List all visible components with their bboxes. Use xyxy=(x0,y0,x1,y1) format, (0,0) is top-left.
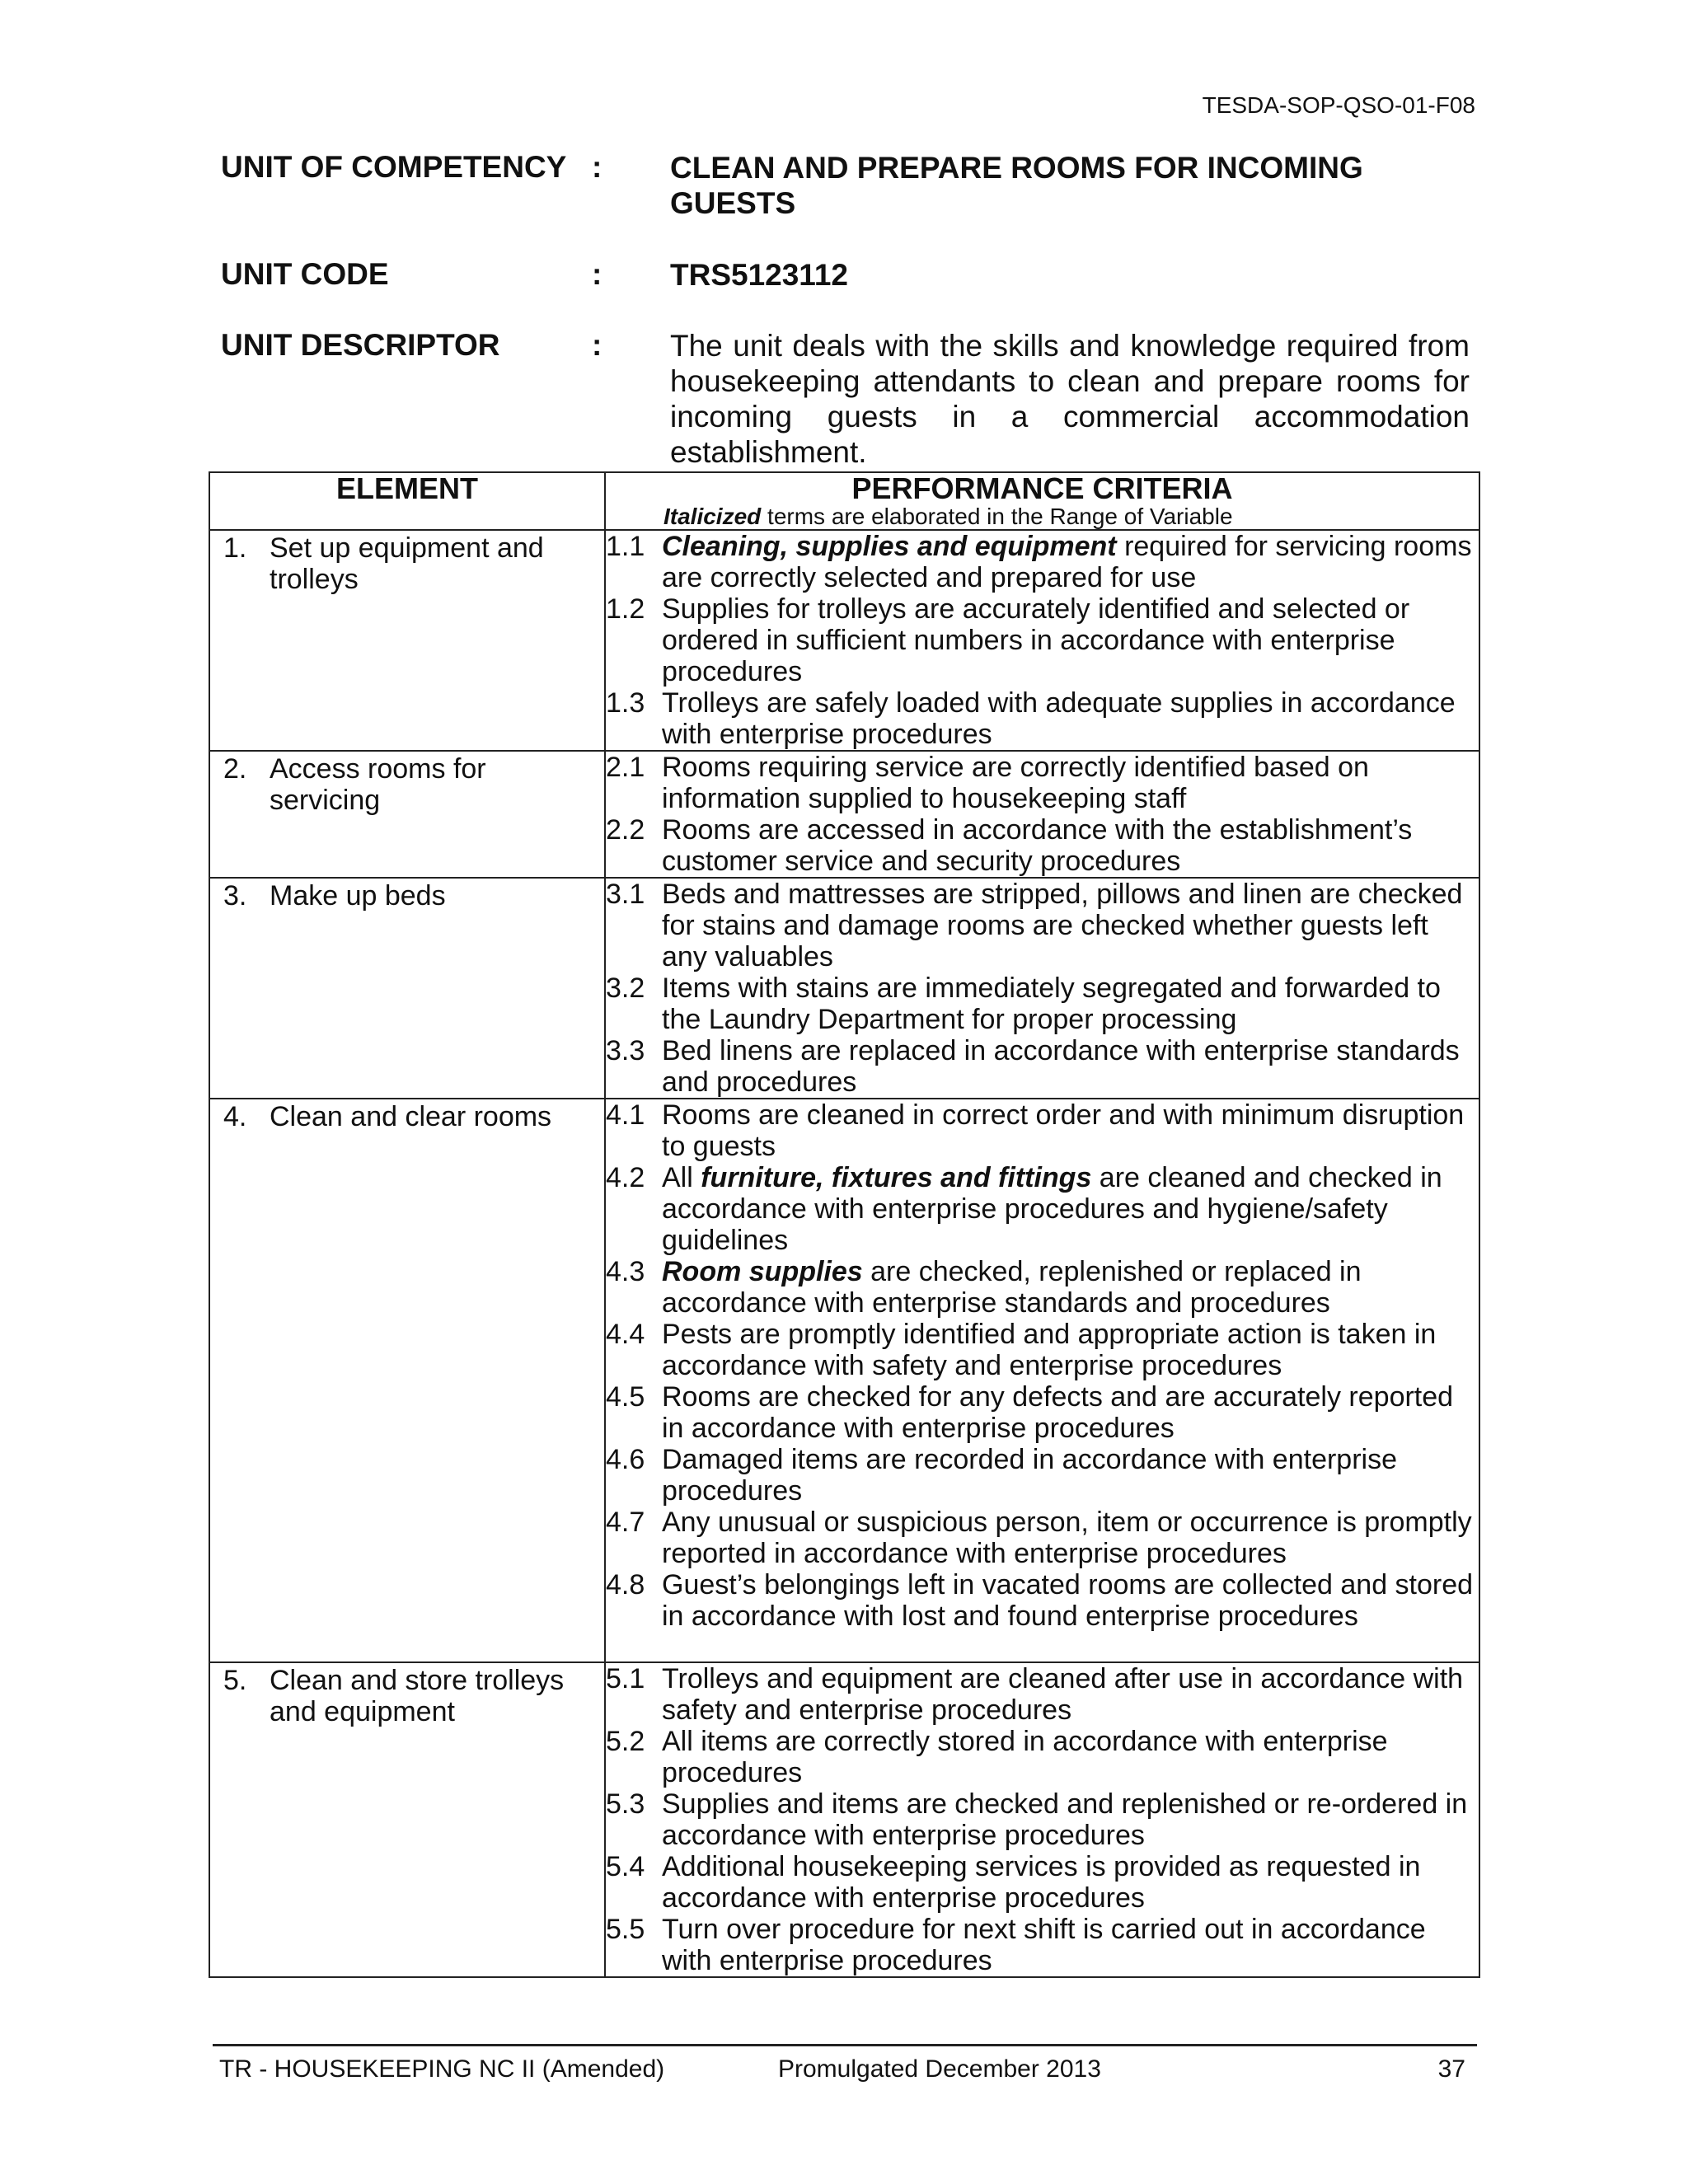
element-cell xyxy=(209,530,605,751)
criterion-text xyxy=(662,1788,1479,1851)
table-row xyxy=(209,1662,1479,1977)
criteria-cell xyxy=(605,878,1479,1099)
element-number: 2. xyxy=(223,753,247,785)
criterion-body: are cleaned and checked in accordance with enterprise procedures and hygiene/safety guidelines xyxy=(662,1162,1442,1256)
criterion-item xyxy=(606,1099,1479,1162)
footer-divider xyxy=(213,2044,1477,2046)
criterion-item xyxy=(606,1381,1479,1444)
document-code: TESDA-SOP-QSO-01-F08 xyxy=(1202,92,1475,118)
criterion-item xyxy=(606,1851,1479,1914)
colon: : xyxy=(592,150,603,184)
criterion-body: Rooms are accessed in accordance with the establishment’s customer service and security procedures xyxy=(662,814,1413,877)
criterion-number: 2.1 xyxy=(606,752,645,783)
criterion-body: Any unusual or suspicious person, item or occurrence is promptly reported in accordance with enterprise procedures xyxy=(662,1507,1472,1569)
criterion-item xyxy=(606,1256,1479,1319)
criterion-text xyxy=(662,752,1479,814)
criterion-body: Items with stains are immediately segregated and forwarded to the Laundry Department for proper processing xyxy=(662,972,1441,1035)
element-number: 5. xyxy=(223,1665,247,1696)
element-title: Access rooms for servicing xyxy=(270,753,486,816)
criteria-subtitle-rest: terms are elaborated in the Range of Variable xyxy=(761,504,1233,529)
criterion-body: Supplies for trolleys are accurately identified and selected or ordered in sufficient numbers in accordance with enterprise procedures xyxy=(662,593,1410,687)
criterion-number: 5.3 xyxy=(606,1788,645,1820)
italicized-word: Italicized xyxy=(663,504,762,529)
criterion-body: Pests are promptly identified and appropriate action is taken in accordance with safety and enterprise procedures xyxy=(662,1319,1437,1381)
criterion-text xyxy=(662,1663,1479,1726)
criterion-text xyxy=(662,1099,1479,1162)
element-title: Clean and store trolleys and equipment xyxy=(270,1665,565,1727)
criteria-cell xyxy=(605,1099,1479,1662)
criterion-item xyxy=(606,1569,1479,1632)
unit-descriptor-value: The unit deals with the skills and knowledge required from housekeeping attendants to clean and prepare rooms for incoming guests in a commercial accommodation establishment. xyxy=(670,329,1470,469)
criterion-number: 5.2 xyxy=(606,1726,645,1757)
criterion-text xyxy=(662,531,1479,593)
criterion-item xyxy=(606,1444,1479,1507)
criterion-item xyxy=(606,1788,1479,1851)
criterion-item xyxy=(606,687,1479,750)
criterion-number: 5.1 xyxy=(606,1663,645,1694)
page-number: 37 xyxy=(1437,2055,1465,2083)
criterion-text xyxy=(662,1914,1479,1976)
element-item xyxy=(210,531,604,595)
criterion-number: 4.7 xyxy=(606,1507,645,1538)
criterion-number: 3.3 xyxy=(606,1035,645,1066)
criterion-number: 5.5 xyxy=(606,1914,645,1945)
criteria-column-header xyxy=(605,472,1479,530)
colon: : xyxy=(592,328,603,362)
element-cell xyxy=(209,1662,605,1977)
criterion-number: 4.6 xyxy=(606,1444,645,1475)
unit-code-label: UNIT CODE xyxy=(221,257,389,291)
criterion-item xyxy=(606,1035,1479,1098)
criterion-number: 1.3 xyxy=(606,687,645,719)
criterion-item xyxy=(606,752,1479,814)
criterion-number: 2.2 xyxy=(606,814,645,846)
criteria-cell xyxy=(605,751,1479,878)
criterion-number: 1.1 xyxy=(606,531,645,562)
element-cell xyxy=(209,878,605,1099)
criterion-item xyxy=(606,1663,1479,1726)
criterion-number: 4.5 xyxy=(606,1381,645,1413)
criterion-body: All items are correctly stored in accordance with enterprise procedures xyxy=(662,1726,1388,1788)
criterion-number: 5.4 xyxy=(606,1851,645,1882)
element-cell xyxy=(209,1099,605,1662)
element-number: 4. xyxy=(223,1101,247,1132)
criterion-number: 1.2 xyxy=(606,593,645,625)
criterion-text xyxy=(662,1569,1479,1632)
criterion-text xyxy=(662,1726,1479,1788)
criterion-text xyxy=(662,879,1479,972)
criterion-item xyxy=(606,879,1479,972)
criterion-item xyxy=(606,1507,1479,1569)
footer-title: TR - HOUSEKEEPING NC II (Amended) xyxy=(219,2055,665,2083)
element-cell xyxy=(209,751,605,878)
criterion-text xyxy=(662,593,1479,687)
criterion-number: 4.2 xyxy=(606,1162,645,1193)
criteria-subtitle xyxy=(606,504,1479,529)
criterion-item xyxy=(606,1162,1479,1256)
criterion-item xyxy=(606,972,1479,1035)
element-item xyxy=(210,1099,604,1132)
element-title: Clean and clear rooms xyxy=(270,1101,552,1132)
criterion-body: Rooms are checked for any defects and are accurately reported in accordance with enterprise procedures xyxy=(662,1381,1454,1444)
element-item xyxy=(210,1663,604,1727)
criterion-item xyxy=(606,1726,1479,1788)
criterion-body: Damaged items are recorded in accordance with enterprise procedures xyxy=(662,1444,1398,1507)
unit-descriptor-label: UNIT DESCRIPTOR xyxy=(221,328,500,362)
element-item xyxy=(210,752,604,816)
unit-code-value: TRS5123112 xyxy=(670,258,849,292)
table-row xyxy=(209,1099,1479,1662)
criterion-body: are checked, replenished or replaced in accordance with enterprise standards and procedures xyxy=(662,1256,1362,1319)
range-of-variable-term: Room supplies xyxy=(662,1256,863,1287)
criterion-item xyxy=(606,531,1479,593)
criterion-body: Guest’s belongings left in vacated rooms are collected and stored in accordance with lost and found enterprise procedures xyxy=(662,1569,1474,1632)
criterion-text xyxy=(662,972,1479,1035)
range-of-variable-term: furniture, fixtures and fittings xyxy=(701,1162,1092,1193)
criterion-body: Beds and mattresses are stripped, pillows and linen are checked for stains and damage rooms are checked whether guests left any valuables xyxy=(662,879,1463,972)
table-row xyxy=(209,530,1479,751)
element-column-header: ELEMENT xyxy=(209,472,605,530)
element-number: 1. xyxy=(223,532,247,564)
criterion-number: 3.1 xyxy=(606,879,645,910)
criterion-body: Rooms requiring service are correctly identified based on information supplied to housekeeping staff xyxy=(662,752,1369,814)
criterion-item xyxy=(606,1319,1479,1381)
criterion-number: 4.3 xyxy=(606,1256,645,1287)
criterion-item xyxy=(606,593,1479,687)
criterion-body: Trolleys are safely loaded with adequate supplies in accordance with enterprise procedures xyxy=(662,687,1456,750)
criterion-text xyxy=(662,1035,1479,1098)
criterion-body: Turn over procedure for next shift is carried out in accordance with enterprise procedures xyxy=(662,1914,1426,1976)
unit-of-competency-value: CLEAN AND PREPARE ROOMS FOR INCOMING GUESTS xyxy=(670,151,1363,220)
criterion-text xyxy=(662,1507,1479,1569)
criterion-body: Trolleys and equipment are cleaned after use in accordance with safety and enterprise procedures xyxy=(662,1663,1464,1726)
element-item xyxy=(210,879,604,912)
table-row xyxy=(209,878,1479,1099)
criterion-body: Bed linens are replaced in accordance with enterprise standards and procedures xyxy=(662,1035,1460,1098)
footer-promulgated: Promulgated December 2013 xyxy=(778,2055,1101,2083)
criteria-cell xyxy=(605,530,1479,751)
criterion-text xyxy=(662,814,1479,877)
criterion-text xyxy=(662,1319,1479,1381)
range-of-variable-term: Cleaning, supplies and equipment xyxy=(662,531,1117,562)
criterion-body: Supplies and items are checked and replenished or re-ordered in accordance with enterprise procedures xyxy=(662,1788,1468,1851)
criterion-body: Rooms are cleaned in correct order and with minimum disruption to guests xyxy=(662,1099,1465,1162)
criteria-title: PERFORMANCE CRITERIA xyxy=(851,471,1233,505)
table-header-row xyxy=(209,472,1479,530)
criterion-body: required for servicing rooms are correctly selected and prepared for use xyxy=(662,531,1472,593)
criterion-number: 4.8 xyxy=(606,1569,645,1601)
colon: : xyxy=(592,257,603,291)
competency-table xyxy=(209,471,1480,1978)
criterion-text xyxy=(662,1162,1479,1256)
table-row xyxy=(209,751,1479,878)
criterion-text xyxy=(662,1381,1479,1444)
criterion-item xyxy=(606,814,1479,877)
criterion-number: 4.4 xyxy=(606,1319,645,1350)
criterion-text xyxy=(662,687,1479,750)
criterion-item xyxy=(606,1914,1479,1976)
criterion-number: 4.1 xyxy=(606,1099,645,1131)
element-number: 3. xyxy=(223,880,247,912)
criterion-text xyxy=(662,1444,1479,1507)
unit-of-competency-label: UNIT OF COMPETENCY xyxy=(221,150,567,184)
criterion-prefix: All xyxy=(662,1162,701,1193)
element-title: Set up equipment and trolleys xyxy=(270,532,544,595)
criteria-cell xyxy=(605,1662,1479,1977)
element-title: Make up beds xyxy=(270,880,446,912)
criterion-text xyxy=(662,1256,1479,1319)
criterion-text xyxy=(662,1851,1479,1914)
criterion-number: 3.2 xyxy=(606,972,645,1004)
criterion-body: Additional housekeeping services is provided as requested in accordance with enterprise procedures xyxy=(662,1851,1421,1914)
